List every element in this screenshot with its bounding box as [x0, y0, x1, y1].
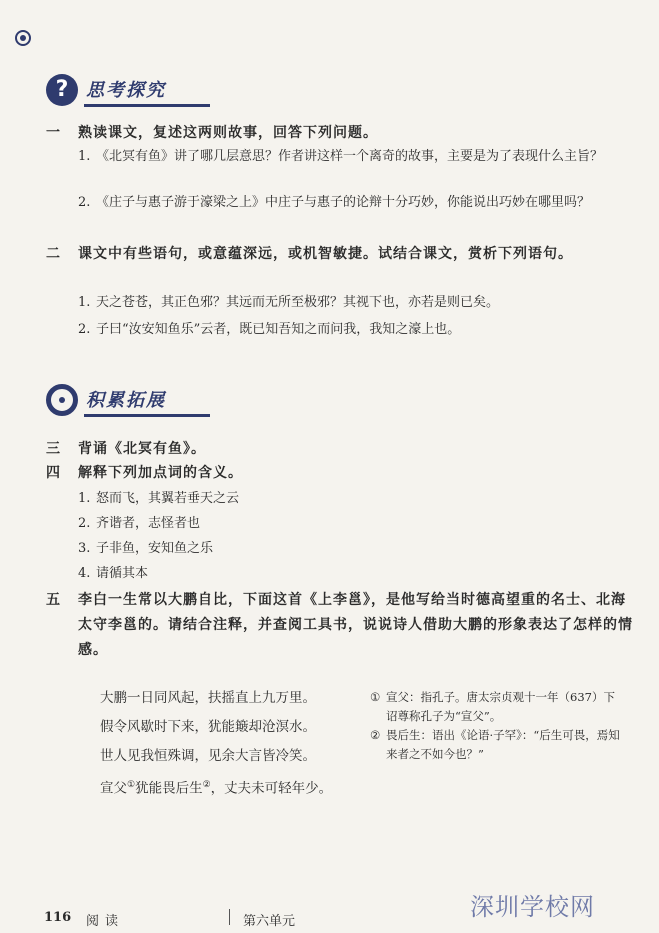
section-underline — [84, 104, 210, 107]
sub-question-number: 2. — [78, 516, 91, 531]
question-text: 解释下列加点词的含义。 — [78, 465, 243, 481]
question-number: 三 — [46, 441, 60, 457]
watermark: 深圳学校网 — [470, 893, 595, 921]
question-icon: ? — [46, 74, 78, 106]
page-number: 116 — [44, 910, 72, 925]
footer-unit: 第六单元 — [243, 914, 296, 929]
refresh-icon — [46, 384, 78, 416]
poem-fragment: 犹能畏后生 — [135, 780, 203, 797]
section-title: 思考探究 — [86, 80, 166, 101]
poem-line: 大鹏一日同风起，扶摇直上九万里。 — [100, 690, 316, 706]
footnote-ref: ② — [202, 780, 211, 790]
sub-question-number: 2. — [78, 322, 91, 337]
poem-line — [100, 771, 350, 804]
footnote-ref: ① — [127, 780, 136, 790]
poem-fragment: 宣父 — [100, 780, 127, 797]
sub-question — [78, 144, 618, 194]
sub-question-text: 《北冥有鱼》讲了哪几层意思？作者讲这样一个离奇的故事，主要是为了表现什么主旨？ — [96, 149, 604, 164]
question-number: 四 — [46, 465, 60, 481]
sub-question-text: 子非鱼，安知鱼之乐 — [96, 541, 214, 556]
footnote — [370, 688, 620, 726]
footnote-text: 畏后生：语出《论语·子罕》：“后生可畏，焉知来者之不如今也？” — [386, 728, 620, 761]
question-text: 背诵《北冥有鱼》。 — [78, 441, 206, 457]
question-number: 二 — [46, 246, 60, 262]
question-number: 一 — [46, 125, 60, 141]
sub-question-number: 1. — [78, 295, 91, 310]
footnote-mark: ① — [370, 690, 381, 704]
footer-divider — [229, 909, 230, 925]
sub-question-text: 子曰“汝安知鱼乐”云者，既已知吾知之而问我，我知之濠上也。 — [96, 322, 461, 337]
section-title: 积累拓展 — [86, 390, 166, 411]
smile-icon — [15, 30, 31, 46]
sub-question-number: 2. — [78, 195, 91, 210]
sub-question-text: 《庄子与惠子游于濠梁之上》中庄子与惠子的论辩十分巧妙，你能说出巧妙在哪里吗？ — [96, 195, 591, 210]
section-underline — [84, 414, 210, 417]
poem — [100, 684, 350, 804]
poem-fragment: ，丈夫未可轻年少。 — [210, 780, 333, 797]
sub-question-text: 请循其本 — [96, 566, 149, 581]
poem-line: 假令风歇时下来，犹能簸却沧溟水。 — [100, 719, 316, 735]
question-text: 课文中有些语句，或意蕴深远，或机智敏捷。试结合课文，赏析下列语句。 — [78, 246, 573, 262]
sub-question-number: 3. — [78, 541, 91, 556]
question-number: 五 — [46, 592, 60, 608]
sub-question-number: 4. — [78, 566, 91, 581]
footer-section: 阅读 — [86, 914, 125, 929]
question-text: 李白一生常以大鹏自比，下面这首《上李邕》，是他写给当时德高望重的名士、北海太守李邕的。请结合注释，并查阅工具书，说说诗人借助大鹏的形象表达了怎样的情感。 — [78, 592, 633, 658]
sub-question-text: 怒而飞，其翼若垂天之云 — [96, 491, 240, 506]
poem-line: 世人见我恒殊调，见余大言皆冷笑。 — [100, 748, 316, 764]
footnote-text: 宣父：指孔子。唐太宗贞观十一年（637）下诏尊称孔子为“宣父”。 — [386, 690, 615, 723]
sub-question-number: 1. — [78, 491, 91, 506]
footnote-mark: ② — [370, 728, 381, 742]
sub-question-text: 齐谐者，志怪者也 — [96, 516, 201, 531]
question-text: 熟读课文，复述这两则故事，回答下列问题。 — [78, 125, 378, 141]
footnotes — [370, 688, 620, 764]
sub-question-text: 天之苍苍，其正色邪？其远而无所至极邪？其视下也，亦若是则已矣。 — [96, 295, 500, 310]
footnote — [370, 726, 620, 764]
sub-question — [78, 190, 618, 240]
sub-question-number: 1. — [78, 149, 91, 164]
